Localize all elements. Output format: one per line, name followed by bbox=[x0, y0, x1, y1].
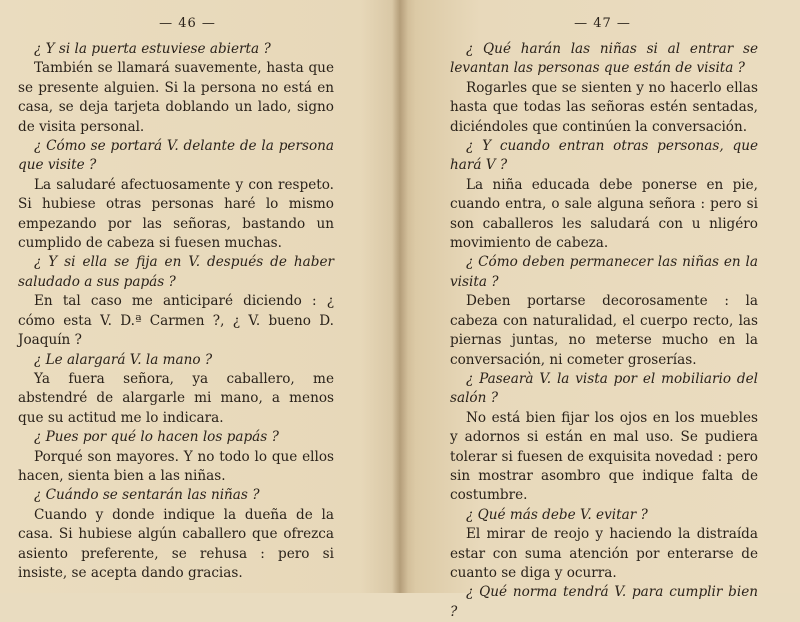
question-text: ¿ Pues por qué lo hacen los papás ? bbox=[34, 429, 279, 446]
page-number: — 46 — bbox=[159, 16, 216, 31]
question-text: ¿ Y si ella se fija en V. después de haber saludado a sus papás ? bbox=[18, 254, 334, 290]
answer-text: También se llamará suavemente, hasta que se presente alguien. Si la persona no está en casa, se deja tarjeta doblando un lado, signo de visita personal. bbox=[18, 60, 334, 135]
answer-text: El mirar de reojo y haciendo la distraída estar con suma atención por enterarse de cuanto se diga y ocurra. bbox=[450, 526, 758, 581]
answer-text: Ya fuera señora, ya caballero, me abstendré de alargarle mi mano, a menos que su actitud me lo indicara. bbox=[18, 370, 334, 426]
question-text: ¿ Y cuando entran otras personas, que hará V ? bbox=[450, 138, 758, 174]
question-text: ¿ Cuándo se sentarán las niñas ? bbox=[34, 487, 260, 504]
answer-text: En tal caso me anticiparé diciendo : ¿ cómo esta V. D.ª Carmen ?, ¿ V. bueno D. Joaquín ? bbox=[18, 293, 334, 349]
question-text: ¿ Qué harán las niñas si al entrar se levantan las personas que están de visita ? bbox=[450, 41, 758, 77]
answer-text: Porqué son mayores. Y no todo lo que ellos hacen, sienta bien a las niñas. bbox=[18, 448, 334, 484]
answer-text: No está bien fijar los ojos en los muebles y adornos si están en mal uso. Se pudiera tolerar si fuesen de exquisita novedad : pero sin mostrar asombro que indique falta de costumbre. bbox=[450, 409, 758, 504]
question-text: ¿ Qué más debe V. evitar ? bbox=[466, 506, 648, 523]
question-text: ¿ Qué norma tendrá V. para cumplir bien ? bbox=[450, 584, 758, 620]
answer-text: La saludaré afectuosamente y con respeto. Si hubiese otras personas haré lo mismo empezando por las señoras, bastando un cumplido de cabeza si fuesen muchas. bbox=[18, 176, 334, 252]
right-page bbox=[405, 0, 800, 620]
question-text: ¿ Cómo se portará V. delante de la persona que visite ? bbox=[18, 138, 334, 174]
question-text: ¿ Cómo deben permanecer las niñas en la visita ? bbox=[450, 254, 758, 290]
answer-text: La niña educada debe ponerse en pie, cuando entra, o sale alguna señora : pero si son caballeros les saludará con u nligéro movimiento de cabeza. bbox=[450, 176, 758, 252]
page-number: — 47 — bbox=[574, 16, 631, 31]
question-text: ¿ Y si la puerta estuviese abierta ? bbox=[34, 41, 271, 57]
question-text: ¿ Pasearà V. la vista por el mobiliario del salón ? bbox=[450, 370, 758, 407]
answer-text: Cuando y donde indique la dueña de la casa. Si hubiese algún caballero que ofrezca asiento preferente, se rehusa : pero si insiste, se acepta dando gracias. bbox=[18, 506, 334, 581]
page-text bbox=[18, 40, 334, 583]
page-text bbox=[450, 40, 758, 622]
question-text: ¿ Le alargará V. la mano ? bbox=[34, 351, 213, 368]
answer-text: Deben portarse decorosamente : la cabeza con naturalidad, el cuerpo recto, las piernas juntas, no meterse mucho en la conversación, ni cometer groserías. bbox=[450, 293, 758, 368]
left-page bbox=[0, 0, 395, 593]
answer-text: Rogarles que se sienten y no hacerlo ellas hasta que todas las señoras estén sentadas, diciéndoles que continúen la conversación. bbox=[450, 79, 758, 135]
